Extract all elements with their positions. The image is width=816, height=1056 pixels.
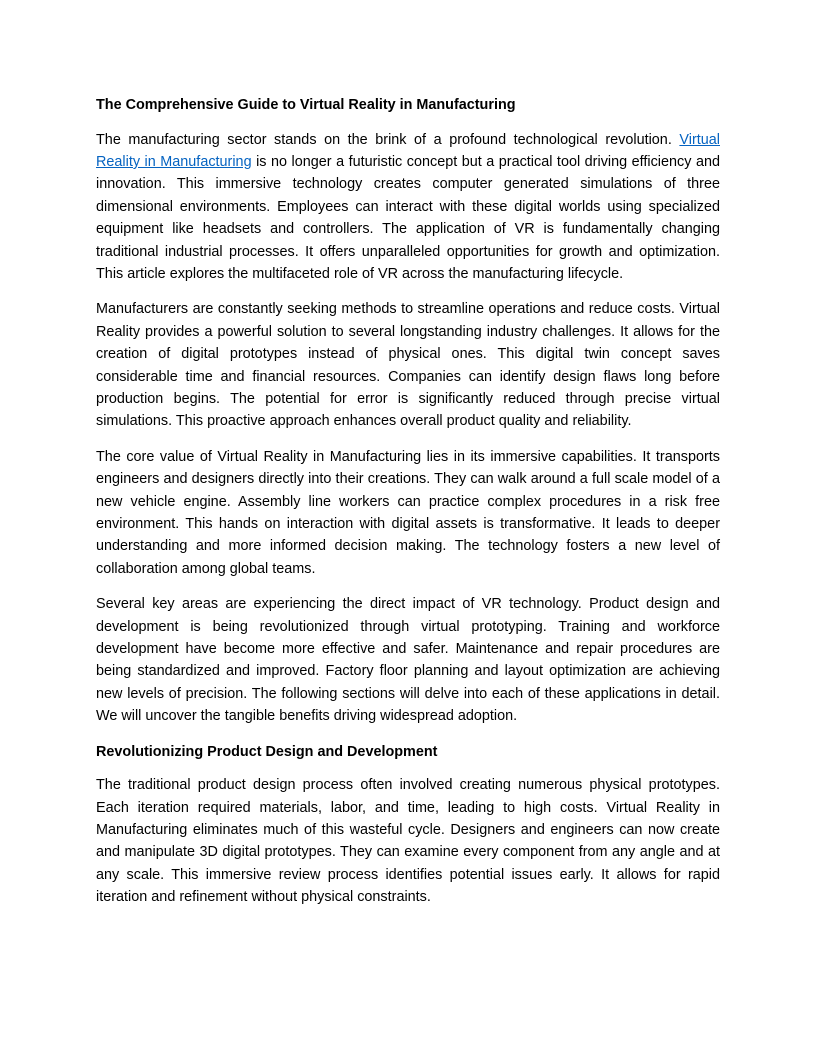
document-title: The Comprehensive Guide to Virtual Reality in Manufacturing xyxy=(96,97,516,113)
virtual-reality-link[interactable]: Virtual Reality in Manufacturing xyxy=(96,131,720,170)
intro-paragraph xyxy=(96,129,720,286)
body-paragraph-1: Manufacturers are constantly seeking methods to streamline operations and reduce costs. Virtual Reality provides a powerful solution to several longstanding industry challenges. It allows for the creation of digital prototypes instead of physical ones. This digital twin concept saves considerable time and financial resources. Companies can identify design flaws long before production begins. The potential for error is significantly reduced through precise virtual simulations. This proactive approach enhances overall product quality and reliability. xyxy=(96,301,720,430)
intro-text-before-link: The manufacturing sector stands on the brink of a profound technological revolution. xyxy=(96,131,680,148)
body-paragraph-3: Several key areas are experiencing the direct impact of VR technology. Product design and development is being revolutionized through virtual prototyping. Training and workforce development have become more effective and safer. Maintenance and repair procedures are being standardized and improved. Factory floor planning and layout optimization are achieving new levels of precision. The following sections will delve into each of these applications in detail. We will uncover the tangible benefits driving widespread adoption. xyxy=(96,596,720,725)
section-paragraph: The traditional product design process often involved creating numerous physical prototypes. Each iteration required materials, labor, and time, leading to high costs. Virtual Reality in Manufacturing eliminates much of this wasteful cycle. Designers and engineers can now create and manipulate 3D digital prototypes. They can examine every component from any angle and at any scale. This immersive review process identifies potential issues early. It allows for rapid iteration and refinement without physical constraints. xyxy=(96,777,720,906)
body-paragraph-2: The core value of Virtual Reality in Manufacturing lies in its immersive capabilities. It transports engineers and designers directly into their creations. They can walk around a full scale model of a new vehicle engine. Assembly line workers can practice complex procedures in a risk free environment. This hands on interaction with digital assets is transformative. It leads to deeper understanding and more informed decision making. The technology fosters a new level of collaboration among global teams. xyxy=(96,448,720,577)
intro-text-after-link: is no longer a futuristic concept but a practical tool driving efficiency and innovation. This immersive technology creates computer generated simulations of three dimensional environments. Employees can interact with these digital worlds using specialized equipment like headsets and controllers. The application of VR is fundamentally changing traditional industrial processes. It offers unparalleled opportunities for growth and optimization. This article explores the multifaceted role of VR across the manufacturing lifecycle. xyxy=(96,153,720,282)
section-heading: Revolutionizing Product Design and Development xyxy=(96,743,438,760)
document-page xyxy=(96,94,720,922)
